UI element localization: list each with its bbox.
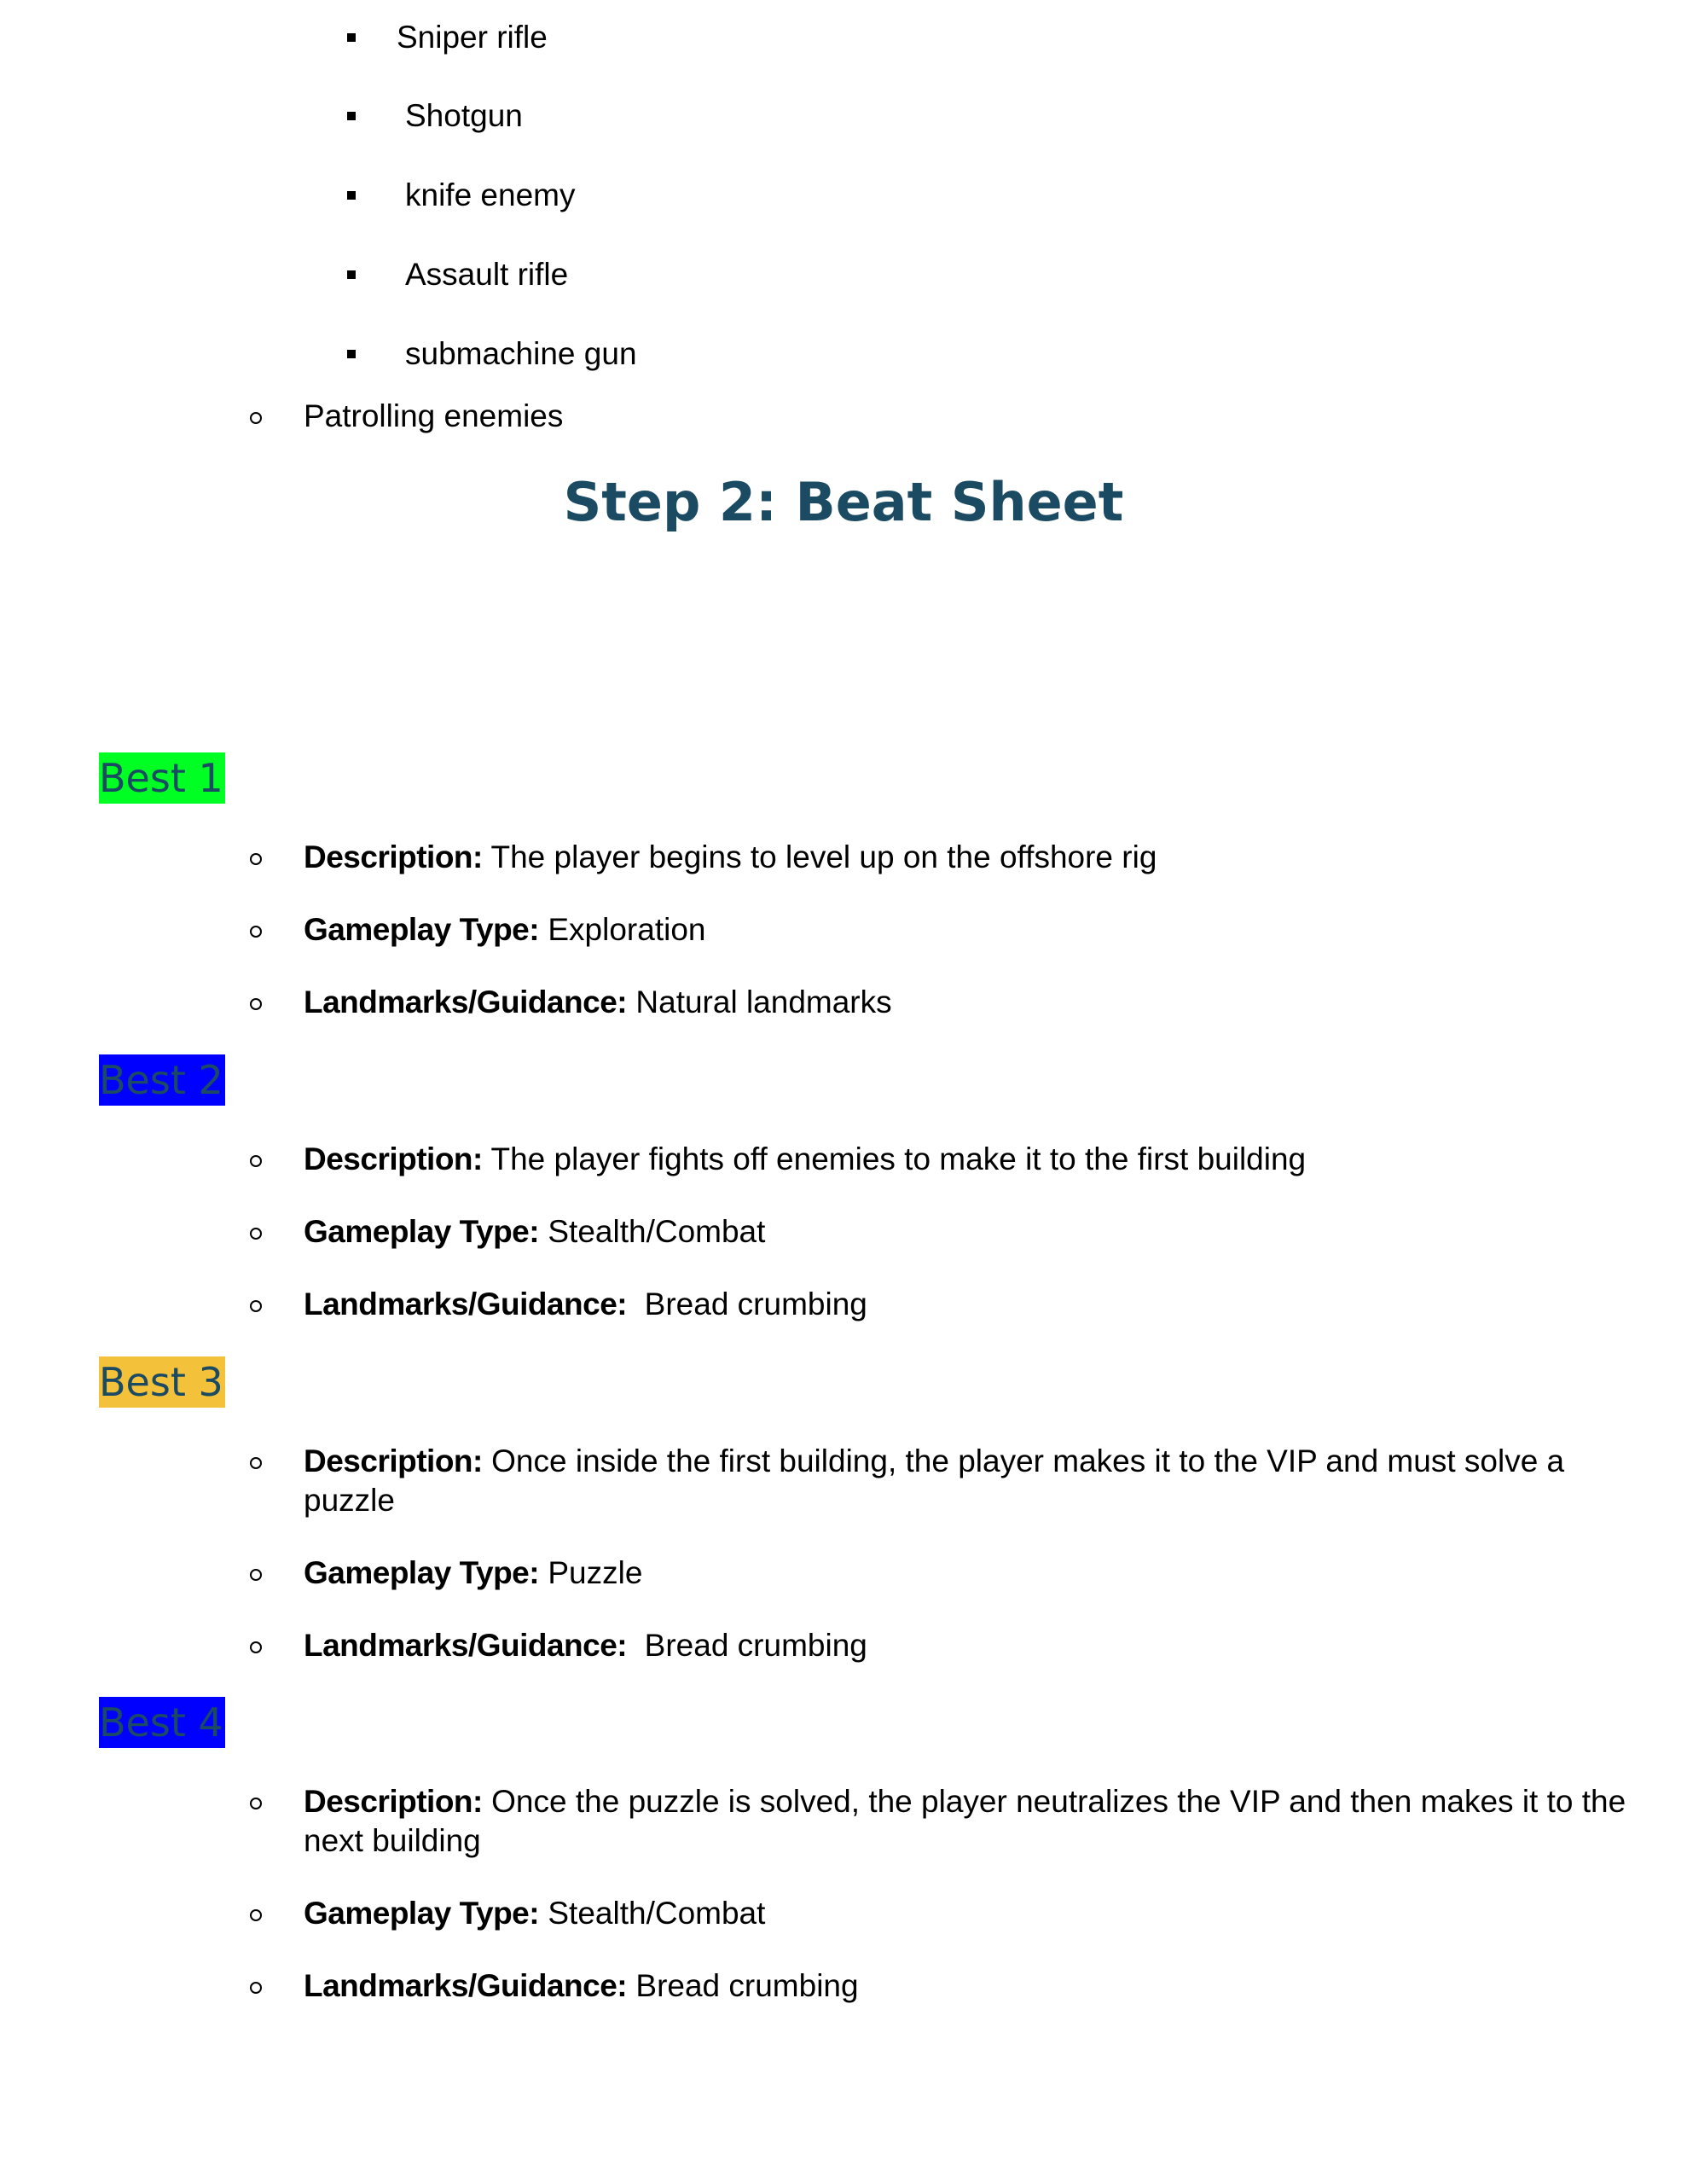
beat-4-title: Best 4 <box>99 1697 225 1748</box>
gameplay-type-text: Exploration <box>548 912 706 947</box>
circle-bullet-icon <box>250 1457 262 1469</box>
description-label: Description: <box>304 1784 483 1819</box>
beat-3-title: Best 3 <box>99 1356 225 1408</box>
beat-2-gameplay-type <box>250 1212 1634 1252</box>
circle-bullet-icon <box>250 1300 262 1312</box>
description-text: The player begins to level up on the offshore rig <box>490 839 1157 874</box>
beat-3-landmarks <box>250 1626 1634 1665</box>
enemy-type-text: Shotgun <box>405 98 523 133</box>
enemy-type-text: Assault rifle <box>405 257 569 292</box>
beat-4-gameplay-type <box>250 1894 1634 1933</box>
square-bullet-icon <box>347 33 356 42</box>
circle-bullet-icon <box>250 926 262 938</box>
gameplay-type-text: Puzzle <box>548 1555 643 1590</box>
beat-1-title: Best 1 <box>99 752 225 804</box>
description-text: Once inside the first building, the player makes it to the VIP and must solve a puzzle <box>304 1443 1565 1518</box>
list-item <box>347 251 568 299</box>
circle-bullet-icon <box>250 1569 262 1581</box>
gameplay-type-text: Stealth/Combat <box>548 1896 766 1931</box>
landmarks-text: Natural landmarks <box>635 985 892 1019</box>
enemy-type-text: knife enemy <box>405 177 576 212</box>
circle-bullet-icon <box>250 1228 262 1240</box>
gameplay-type-text: Stealth/Combat <box>548 1214 766 1249</box>
gameplay-type-label: Gameplay Type: <box>304 912 540 947</box>
beat-4-description <box>250 1782 1634 1861</box>
square-bullet-icon <box>347 270 356 279</box>
description-text: Once the puzzle is solved, the player neutralizes the VIP and then makes it to the next building <box>304 1784 1626 1858</box>
circle-bullet-icon <box>250 998 262 1010</box>
circle-bullet-icon <box>250 1982 262 1994</box>
list-item <box>347 330 637 378</box>
gameplay-type-label: Gameplay Type: <box>304 1214 540 1249</box>
landmarks-text: Bread crumbing <box>635 1968 859 2003</box>
landmarks-label: Landmarks/Guidance: <box>304 1628 628 1663</box>
circle-bullet-icon <box>250 1641 262 1653</box>
list-item <box>250 397 1634 436</box>
square-bullet-icon <box>347 112 356 120</box>
page-title: Step 2: Beat Sheet <box>563 471 1124 533</box>
landmarks-label: Landmarks/Guidance: <box>304 1287 628 1321</box>
landmarks-label: Landmarks/Guidance: <box>304 1968 628 2003</box>
beat-2-title: Best 2 <box>99 1054 225 1106</box>
gameplay-type-label: Gameplay Type: <box>304 1555 540 1590</box>
square-bullet-icon <box>347 350 356 358</box>
list-item <box>347 14 548 61</box>
beat-1-gameplay-type <box>250 910 1634 950</box>
landmarks-text: Bread crumbing <box>644 1287 867 1321</box>
landmarks-text: Bread crumbing <box>644 1628 867 1663</box>
circle-bullet-icon <box>250 853 262 865</box>
landmarks-label: Landmarks/Guidance: <box>304 985 628 1019</box>
circle-bullet-icon <box>250 1155 262 1167</box>
description-text: The player fights off enemies to make it to the first building <box>490 1141 1307 1176</box>
gameplay-type-label: Gameplay Type: <box>304 1896 540 1931</box>
beat-3-description <box>250 1442 1634 1520</box>
enemy-type-text: Sniper rifle <box>397 20 548 55</box>
description-label: Description: <box>304 1443 483 1478</box>
circle-bullet-icon <box>250 412 262 424</box>
beat-2-landmarks <box>250 1285 1634 1324</box>
enemy-type-text: submachine gun <box>405 336 637 371</box>
circle-bullet-icon <box>250 1909 262 1921</box>
list-item <box>347 92 523 140</box>
circle-bullet-icon <box>250 1798 262 1809</box>
square-bullet-icon <box>347 191 356 200</box>
list-item <box>347 171 576 219</box>
beat-1-landmarks <box>250 983 1634 1022</box>
beat-2-description <box>250 1140 1634 1179</box>
description-label: Description: <box>304 839 483 874</box>
beat-3-gameplay-type <box>250 1554 1634 1593</box>
beat-4-landmarks <box>250 1966 1634 2006</box>
beat-1-description <box>250 838 1634 877</box>
description-label: Description: <box>304 1141 483 1176</box>
patrolling-text: Patrolling enemies <box>304 398 564 433</box>
